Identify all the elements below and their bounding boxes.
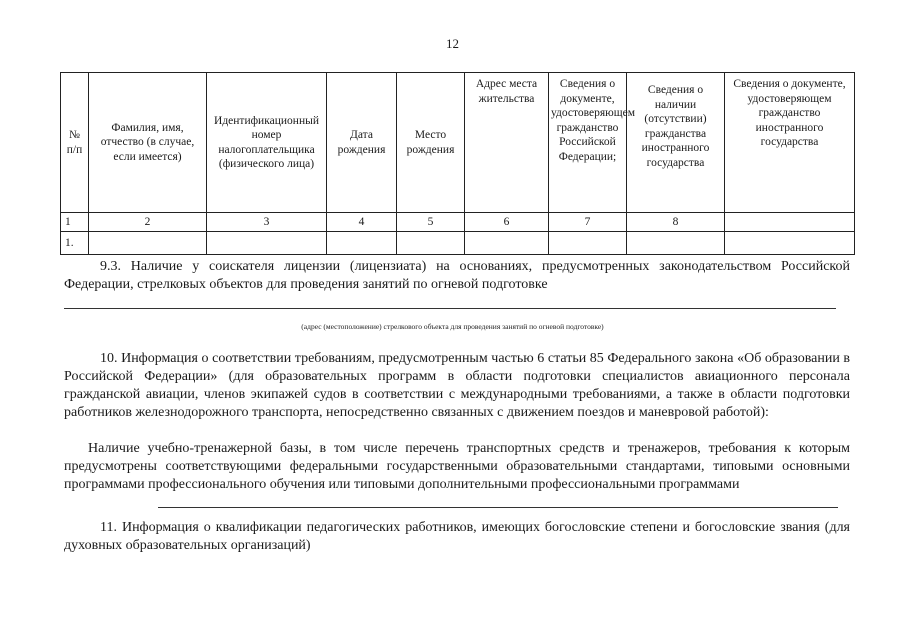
address-fill-line[interactable] (64, 308, 836, 309)
table-column-numbers-row (61, 213, 855, 232)
header-cell-rf-citizenship-doc: Сведения о документе, удостоверяющем гражданство Российской Федерации; (549, 73, 627, 213)
table-cell[interactable] (465, 232, 549, 255)
header-cell-address: Адрес места жительства (465, 73, 549, 213)
header-cell-number: № п/п (61, 73, 89, 213)
column-number-cell: 5 (397, 213, 465, 232)
table-cell[interactable] (549, 232, 627, 255)
table-cell[interactable] (725, 232, 855, 255)
column-number-cell: 6 (465, 213, 549, 232)
column-number-cell: 3 (207, 213, 327, 232)
header-cell-foreign-citizenship: Сведения о наличии (отсутствии) гражданства иностранного государства (627, 73, 725, 213)
section-9-3-paragraph (64, 258, 850, 294)
table-row (61, 232, 855, 255)
persons-table (60, 72, 855, 255)
column-number-cell: 4 (327, 213, 397, 232)
table-cell[interactable] (327, 232, 397, 255)
page-number: 12 (446, 36, 459, 51)
section-10-text: 10. Информация о соответствии требованиям, предусмотренным частью 6 статьи 85 Федерального закона «Об образовании в Российской Федерации» (для образовательных программ в области подготовки специалистов авиационного персонала гражданской авиации, членов экипажей судов в соответствии с международными требованиями, а также в области подготовки работников железнодорожного транспорта, непосредственно связанных с движением поездов и маневровой работой): (64, 351, 850, 420)
table-cell[interactable] (207, 232, 327, 255)
section-11-paragraph (64, 519, 850, 555)
column-number-cell: 7 (549, 213, 627, 232)
table-header-row (61, 73, 855, 213)
training-base-fill-line[interactable] (158, 507, 838, 508)
table-cell[interactable] (397, 232, 465, 255)
section-9-3-text: 9.3. Наличие у соискателя лицензии (лицензиата) на основаниях, предусмотренных законодательством Российской Федерации, стрелковых объектов для проведения занятий по огневой подготовке (64, 259, 850, 292)
column-number-cell (725, 213, 855, 232)
section-11-text: 11. Информация о квалификации педагогических работников, имеющих богословские степени и богословские звания (для духовных образовательных организаций) (64, 520, 850, 553)
header-cell-foreign-citizenship-doc: Сведения о документе, удостоверяющем гражданство иностранного государства (725, 73, 855, 213)
header-cell-full-name: Фамилия, имя, отчество (в случае, если имеется) (89, 73, 207, 213)
address-caption: (адрес (местоположение) стрелкового объекта для проведения занятий по огневой подготовке) (301, 322, 604, 331)
section-10-paragraph (64, 350, 850, 422)
table-cell[interactable] (89, 232, 207, 255)
table-cell[interactable] (627, 232, 725, 255)
column-number-cell: 1 (61, 213, 89, 232)
column-number-cell: 8 (627, 213, 725, 232)
header-cell-birth-date: Дата рождения (327, 73, 397, 213)
section-10-sub-paragraph (64, 440, 850, 494)
header-cell-inn: Идентификационный номер налогоплательщика (физического лица) (207, 73, 327, 213)
column-number-cell: 2 (89, 213, 207, 232)
section-10-sub-text: Наличие учебно-тренажерной базы, в том числе перечень транспортных средств и тренажеров, требования к которым предусмотрены соответствующими федеральными государственными образовательными стандартами, типовыми основными программами профессионального обучения или типовыми дополнительными профессиональными программами (64, 441, 850, 492)
table-cell[interactable]: 1. (61, 232, 89, 255)
header-cell-birth-place: Место рождения (397, 73, 465, 213)
